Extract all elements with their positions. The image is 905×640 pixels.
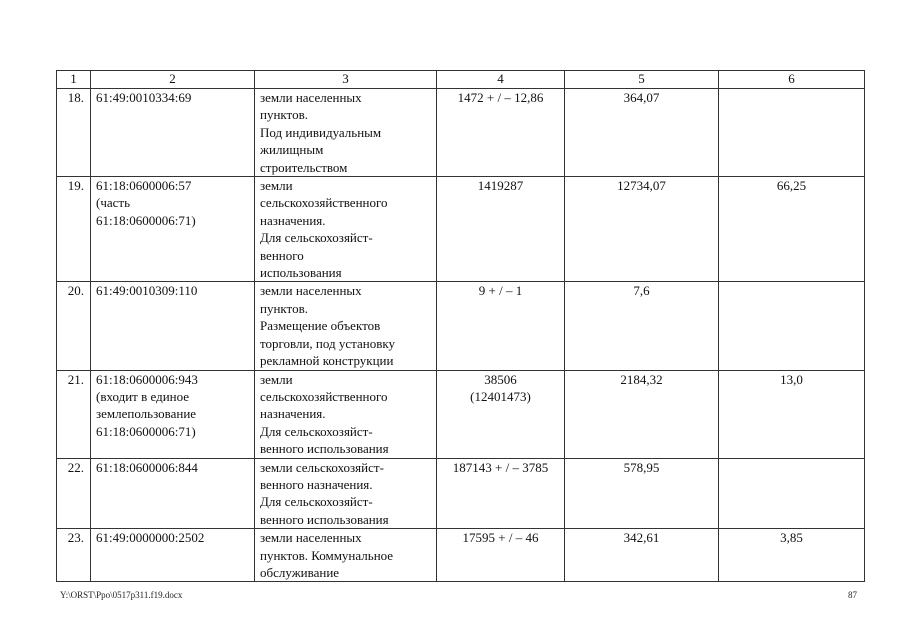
column6-text: 13,0	[780, 371, 803, 387]
cadastral-line: 61:49:0010334:69	[96, 90, 192, 105]
column-header: 2	[91, 71, 255, 89]
header-row	[57, 71, 865, 89]
area-cell	[437, 529, 565, 582]
category-line: строительством	[260, 159, 348, 175]
table-row	[57, 282, 865, 370]
column-header: 5	[565, 71, 719, 89]
table-row	[57, 529, 865, 582]
category-line: венного использования	[260, 441, 389, 457]
category-line: земли	[260, 178, 293, 194]
cadastral-line: 61:18:0600006:71)	[96, 423, 196, 439]
row-number: 23.	[67, 530, 84, 546]
land-category-cell	[255, 458, 437, 529]
category-line: пунктов. Коммунальное	[260, 547, 394, 563]
row-number: 22.	[67, 459, 84, 475]
column6-cell	[719, 529, 865, 582]
column6-cell	[719, 370, 865, 458]
area-line: 187143 + / – 3785	[452, 459, 549, 475]
column6-cell	[719, 458, 865, 529]
category-line: сельскохозяйственного	[260, 195, 388, 211]
cadastral-line: 61:49:0000000:2502	[96, 530, 205, 546]
category-line: Для сельскохозяйст-	[260, 423, 373, 439]
cadastral-line: землепользование	[96, 406, 197, 422]
cadastral-number-cell	[91, 529, 255, 582]
category-line: назначения.	[260, 212, 326, 228]
row-number: 20.	[67, 283, 84, 299]
value-cell	[565, 177, 719, 282]
table-row	[57, 89, 865, 177]
row-number: 18.	[67, 90, 84, 105]
column-header: 4	[437, 71, 565, 89]
category-line: назначения.	[260, 406, 326, 422]
table-row	[57, 177, 865, 282]
value-cell	[565, 89, 719, 177]
row-number-cell	[57, 529, 91, 582]
category-line: рекламной конструкции	[260, 353, 394, 369]
table-row	[57, 458, 865, 529]
cadastral-line: 61:18:0600006:71)	[96, 212, 196, 228]
category-line: земли населенных	[260, 530, 362, 546]
cadastral-number-cell	[91, 282, 255, 370]
table-body	[57, 89, 865, 582]
area-line: 38506	[484, 371, 517, 387]
column6-cell	[719, 282, 865, 370]
category-line: венного назначения.	[260, 476, 373, 492]
category-line: Размещение объектов	[260, 318, 381, 334]
category-line: земли населенных	[260, 90, 362, 105]
land-plots-table	[56, 70, 865, 582]
category-line: пунктов.	[260, 107, 308, 123]
cadastral-number-cell	[91, 370, 255, 458]
cadastral-number-cell	[91, 458, 255, 529]
land-category-cell	[255, 529, 437, 582]
cadastral-line: 61:18:0600006:943	[96, 371, 198, 387]
land-category-cell	[255, 89, 437, 177]
cadastral-number-cell	[91, 89, 255, 177]
value-cell	[565, 282, 719, 370]
category-line: венного	[260, 247, 304, 263]
value-cell	[565, 370, 719, 458]
category-line: торговли, под установку	[260, 335, 395, 351]
category-line: Для сельскохозяйст-	[260, 494, 373, 510]
value-text: 12734,07	[617, 178, 666, 194]
area-cell	[437, 282, 565, 370]
row-number-cell	[57, 89, 91, 177]
cadastral-line: 61:18:0600006:57	[96, 178, 192, 194]
column6-cell	[719, 89, 865, 177]
category-line: использования	[260, 265, 342, 281]
column6-text: 3,85	[780, 530, 803, 546]
category-line: венного использования	[260, 511, 389, 527]
row-number-cell	[57, 370, 91, 458]
column-header: 3	[255, 71, 437, 89]
value-text: 2184,32	[620, 371, 663, 387]
row-number: 19.	[67, 178, 84, 194]
cadastral-line: 61:49:0010309:110	[96, 283, 198, 299]
category-line: сельскохозяйственного	[260, 388, 388, 404]
category-line: обслуживание	[260, 564, 340, 580]
cadastral-number-cell	[91, 177, 255, 282]
area-line: 9 + / – 1	[478, 283, 523, 299]
value-cell	[565, 458, 719, 529]
column-header: 6	[719, 71, 865, 89]
column6-cell	[719, 177, 865, 282]
area-cell	[437, 177, 565, 282]
footer-file-path: Y:\ORST\Ppo\0517p311.f19.docx	[60, 590, 183, 600]
value-text: 342,61	[623, 530, 660, 546]
cadastral-line: 61:18:0600006:844	[96, 459, 198, 475]
category-line: жилищным	[260, 142, 324, 158]
category-line: земли населенных	[260, 283, 362, 299]
land-category-cell	[255, 370, 437, 458]
value-text: 364,07	[623, 90, 660, 105]
area-line: 17595 + / – 46	[462, 530, 539, 546]
category-line: земли сельскохозяйст-	[260, 459, 384, 475]
row-number-cell	[57, 177, 91, 282]
land-category-cell	[255, 177, 437, 282]
value-text: 578,95	[623, 459, 660, 475]
area-line: 1419287	[477, 178, 524, 194]
row-number: 21.	[67, 371, 84, 387]
category-line: Для сельскохозяйст-	[260, 230, 373, 246]
cadastral-line: (часть	[96, 195, 131, 211]
category-line: пунктов.	[260, 300, 308, 316]
row-number-cell	[57, 282, 91, 370]
area-cell	[437, 370, 565, 458]
category-line: земли	[260, 371, 293, 387]
land-category-cell	[255, 282, 437, 370]
cadastral-line: (входит в единое	[96, 388, 190, 404]
column6-text: 66,25	[776, 178, 807, 194]
page-number: 87	[848, 590, 857, 600]
area-line: 1472 + / – 12,86	[457, 90, 544, 105]
column-header: 1	[57, 71, 91, 89]
row-number-cell	[57, 458, 91, 529]
table-row	[57, 370, 865, 458]
area-line: (12401473)	[470, 388, 531, 404]
value-cell	[565, 529, 719, 582]
category-line: Под индивидуальным	[260, 124, 382, 140]
area-cell	[437, 458, 565, 529]
area-cell	[437, 89, 565, 177]
value-text: 7,6	[633, 283, 650, 299]
